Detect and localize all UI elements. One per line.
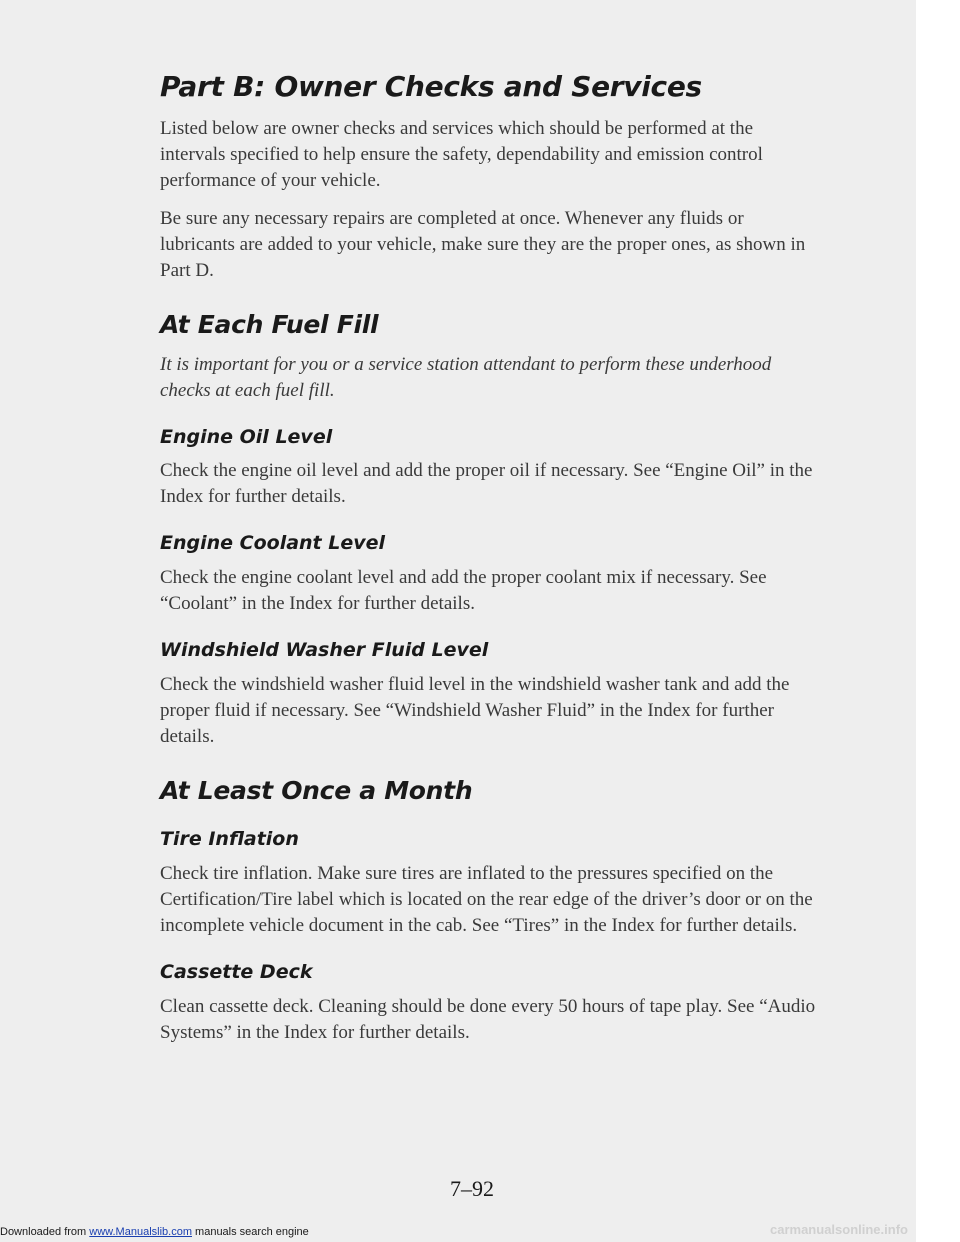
washer-fluid-level-text: Check the windshield washer fluid level in the windshield washer tank and add the proper fluid if necessary. See “Windshield Washer Fluid” in the Index for further details. [160,673,790,747]
tire-inflation-text: Check tire inflation. Make sure tires are inflated to the pressures specified on the Certification/Tire label which is located on the rear edge of the driver’s door or on the incomplete vehicle document in the cab. See “Tires” in the Index for further details. [160,862,813,936]
download-footer [0,1226,309,1238]
intro-paragraph-2: Be sure any necessary repairs are completed at once. Whenever any fluids or lubricants are added to your vehicle, make sure they are the proper ones, as shown in Part D. [160,207,806,281]
watermark-text: carmanualsonline.info [770,1222,908,1237]
engine-oil-level-text: Check the engine oil level and add the proper oil if necessary. See “Engine Oil” in the Index for further details. [160,460,813,508]
footer-suffix: manuals search engine [191,1226,309,1238]
manualslib-link[interactable]: www.Manualslib.com [89,1226,192,1238]
subheading-cassette-deck: Cassette Deck [160,960,313,983]
fuel-fill-intro: It is important for you or a service station attendant to perform these underhood checks at each fuel fill. [160,353,772,401]
subheading-engine-coolant-level: Engine Coolant Level [160,532,386,555]
cassette-deck-text: Clean cassette deck. Cleaning should be done every 50 hours of tape play. See “Audio Systems” in the Index for further details. [160,995,816,1043]
subheading-tire-inflation: Tire Inflation [160,827,299,850]
subheading-washer-fluid-level: Windshield Washer Fluid Level [160,639,489,662]
section-heading-monthly: At Least Once a Month [160,775,473,805]
subheading-engine-oil-level: Engine Oil Level [160,425,333,448]
section-heading-fuel-fill: At Each Fuel Fill [160,309,379,339]
page-title: Part B: Owner Checks and Services [160,70,702,103]
page-number: 7–92 [450,1176,494,1201]
page-content [160,70,820,1058]
intro-paragraph-1: Listed below are owner checks and services which should be performed at the intervals specified to help ensure the safety, dependability and emission control performance of your vehicle. [160,117,763,191]
engine-coolant-level-text: Check the engine coolant level and add the proper coolant mix if necessary. See “Coolant” in the Index for further details. [160,567,767,615]
footer-prefix: Downloaded from [0,1226,90,1238]
